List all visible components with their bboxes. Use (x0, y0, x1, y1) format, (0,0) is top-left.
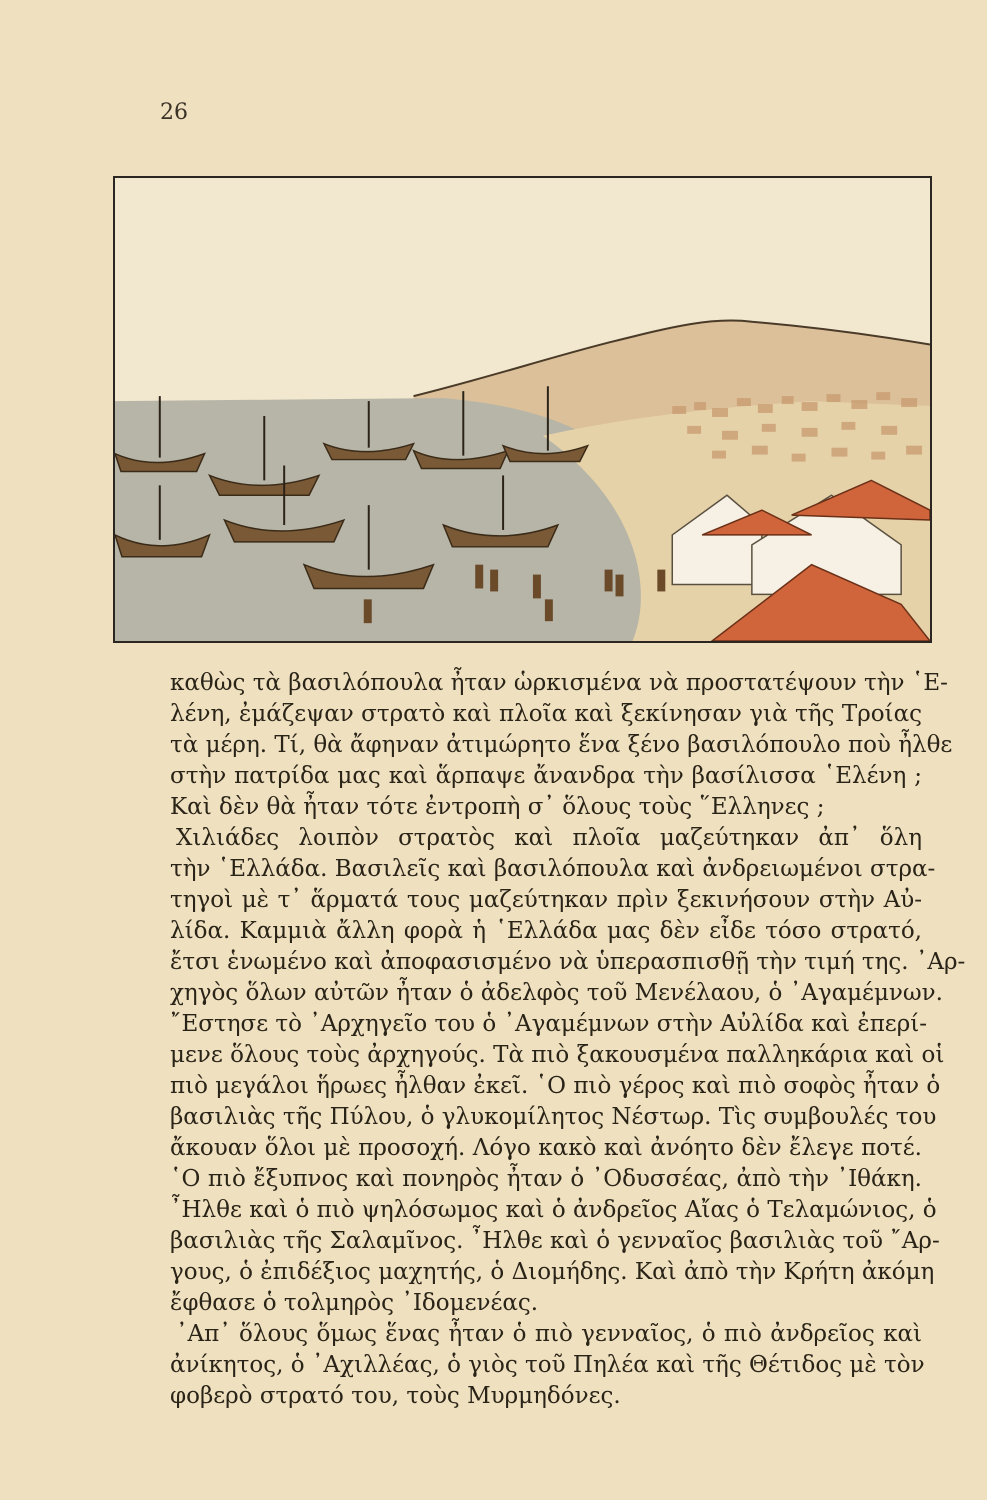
text-line: λίδα. Καμμιὰ ἄλλη φορὰ ἡ ῾Ελλάδα μας δὲν εἶδε τόσο στρατό, (170, 918, 922, 944)
body-text (170, 668, 966, 1412)
text-line: ῎Εστησε τὸ ᾽Αρχηγεῖο του ὁ ᾽Αγαμέμνων στὴν Αὐλίδα καὶ ἐπερί- (170, 1011, 928, 1037)
text-line: βασιλιὰς τῆς Πύλου, ὁ γλυκομίλητος Νέστωρ. Τὶς συμβουλές του (170, 1104, 937, 1130)
text-line: χηγὸς ὅλων αὐτῶν ἦταν ὁ ἀδελφὸς τοῦ Μενέλαου, ὁ ᾽Αγαμέμνων. (170, 980, 943, 1006)
text-line: τηγοὶ μὲ τ᾽ ἅρματά τους μαζεύτηκαν πρὶν ξεκινήσουν στὴν Αὐ- (170, 887, 922, 913)
text-line: ῾Ο πιὸ ἔξυπνος καὶ πονηρὸς ἦταν ὁ ᾽Οδυσσέας, ἀπὸ τὴν ᾽Ιθάκη. (170, 1166, 922, 1192)
text-line: στὴν πατρίδα μας καὶ ἅρπαψε ἄνανδρα τὴν βασίλισσα ῾Ελένη ; (170, 763, 922, 789)
text-line: Καὶ δὲν θὰ ἦταν τότε ἐντροπὴ σ᾽ ὅλους τοὺς ῞Ελληνες ; (170, 794, 825, 820)
text-line: γους, ὁ ἐπιδέξιος μαχητής, ὁ Διομήδης. Καὶ ἀπὸ τὴν Κρήτη ἀκόμη (170, 1259, 935, 1285)
text-line: βασιλιὰς τῆς Σαλαμῖνος. ῏Ηλθε καὶ ὁ γενναῖος βασιλιὰς τοῦ ῎Αρ- (170, 1228, 940, 1254)
paragraph-1 (170, 668, 953, 823)
text-line: τὰ μέρη. Τί, θὰ ἄφηναν ἀτιμώρητο ἕνα ξένο βασιλόπουλο ποὺ ἦλθε (170, 732, 953, 758)
text-line: καθὼς τὰ βασιλόπουλα ἦταν ὡρκισμένα νὰ προστατέψουν τὴν ῾Ε- (170, 670, 948, 696)
text-line: πιὸ μεγάλοι ἥρωες ἦλθαν ἐκεῖ. ῾Ο πιὸ γέρος καὶ πιὸ σοφὸς ἦταν ὁ (170, 1073, 941, 1099)
page-number: 26 (160, 100, 188, 125)
text-line: ῏Ηλθε καὶ ὁ πιὸ ψηλόσωμος καὶ ὁ ἀνδρεῖος Αἴας ὁ Τελαμώνιος, ὁ (170, 1197, 937, 1223)
text-line: ᾽Απ᾽ ὅλους ὅμως ἕνας ἦταν ὁ πιὸ γενναῖος, ὁ πιὸ ἀνδρεῖος καὶ (176, 1321, 922, 1347)
text-line: Χιλιάδες λοιπὸν στρατὸς καὶ πλοῖα μαζεύτηκαν ἀπ᾽ ὅλη (176, 825, 922, 851)
text-line: ἔτσι ἑνωμένο καὶ ἀποφασισμένο νὰ ὑπερασπισθῇ τὴν τιμή της. ᾽Αρ- (170, 949, 966, 975)
harbor-fleet-camp-illustration (113, 176, 932, 643)
text-line: ἀνίκητος, ὁ ᾽Αχιλλέας, ὁ γιὸς τοῦ Πηλέα καὶ τῆς Θέτιδος μὲ τὸν (170, 1352, 925, 1378)
paragraph-3 (170, 1319, 925, 1412)
text-line: ἔφθασε ὁ τολμηρὸς ᾽Ιδομενέας. (170, 1290, 539, 1316)
text-line: μενε ὅλους τοὺς ἀρχηγούς. Τὰ πιὸ ξακουσμένα παλληκάρια καὶ οἱ (170, 1042, 945, 1068)
text-line: ἄκουαν ὅλοι μὲ προσοχή. Λόγο κακὸ καὶ ἀνόητο δὲν ἔλεγε ποτέ. (170, 1135, 922, 1161)
illustration-canvas (115, 178, 930, 641)
paragraph-2 (170, 823, 966, 1319)
text-line: τὴν ῾Ελλάδα. Βασιλεῖς καὶ βασιλόπουλα καὶ ἀνδρειωμένοι στρα- (170, 856, 936, 882)
text-line: λένη, ἐμάζεψαν στρατὸ καὶ πλοῖα καὶ ξεκίνησαν γιὰ τῆς Τροίας (170, 701, 922, 727)
text-line: φοβερὸ στρατό του, τοὺς Μυρμηδόνες. (170, 1383, 621, 1409)
